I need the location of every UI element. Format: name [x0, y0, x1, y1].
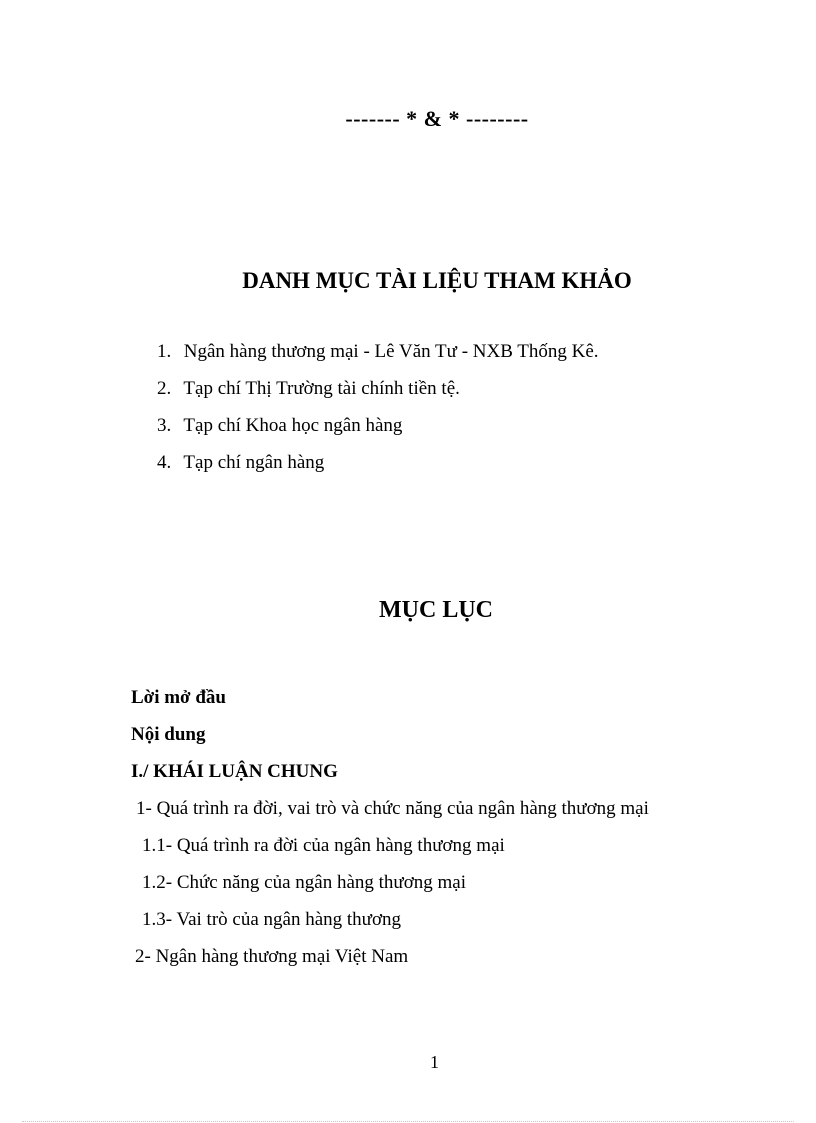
reference-number: 1.	[157, 341, 172, 362]
reference-number: 2.	[157, 378, 172, 399]
reference-item	[157, 375, 599, 412]
references-list	[157, 338, 599, 486]
reference-text: Tạp chí Khoa học ngân hàng	[183, 415, 403, 436]
reference-item	[157, 338, 599, 375]
toc-entry-section-1-1: 1.1- Quá trình ra đời của ngân hàng thương mại	[142, 835, 505, 856]
toc-entry-intro: Lời mở đầu	[131, 687, 226, 708]
table-of-contents	[131, 684, 649, 980]
toc-entry-section-1-3: 1.3- Vai trò của ngân hàng thương	[142, 909, 402, 930]
reference-text: Tạp chí Thị Trường tài chính tiền tệ.	[183, 378, 460, 399]
toc-entry-chapter-1: I./ KHÁI LUẬN CHUNG	[131, 761, 338, 782]
reference-item	[157, 412, 599, 449]
reference-text: Tạp chí ngân hàng	[183, 452, 325, 473]
page-number: 1	[430, 1052, 439, 1072]
toc-entry-section-1-2: 1.2- Chức năng của ngân hàng thương mại	[142, 872, 467, 893]
page-bottom-divider	[22, 1121, 794, 1122]
reference-item	[157, 449, 599, 486]
references-title: DANH MỤC TÀI LIỆU THAM KHẢO	[242, 268, 632, 293]
header-ornament: ------- * & * --------	[345, 106, 529, 131]
toc-entry-section-1: 1- Quá trình ra đời, vai trò và chức năng của ngân hàng thương mại	[136, 798, 649, 819]
reference-text: Ngân hàng thương mại - Lê Văn Tư - NXB Thống Kê.	[183, 341, 599, 362]
toc-title: MỤC LỤC	[379, 597, 493, 623]
toc-entry-content: Nội dung	[131, 724, 206, 745]
reference-number: 4.	[157, 452, 172, 473]
reference-number: 3.	[157, 415, 172, 436]
toc-entry-section-2: 2- Ngân hàng thương mại Việt Nam	[135, 946, 409, 967]
